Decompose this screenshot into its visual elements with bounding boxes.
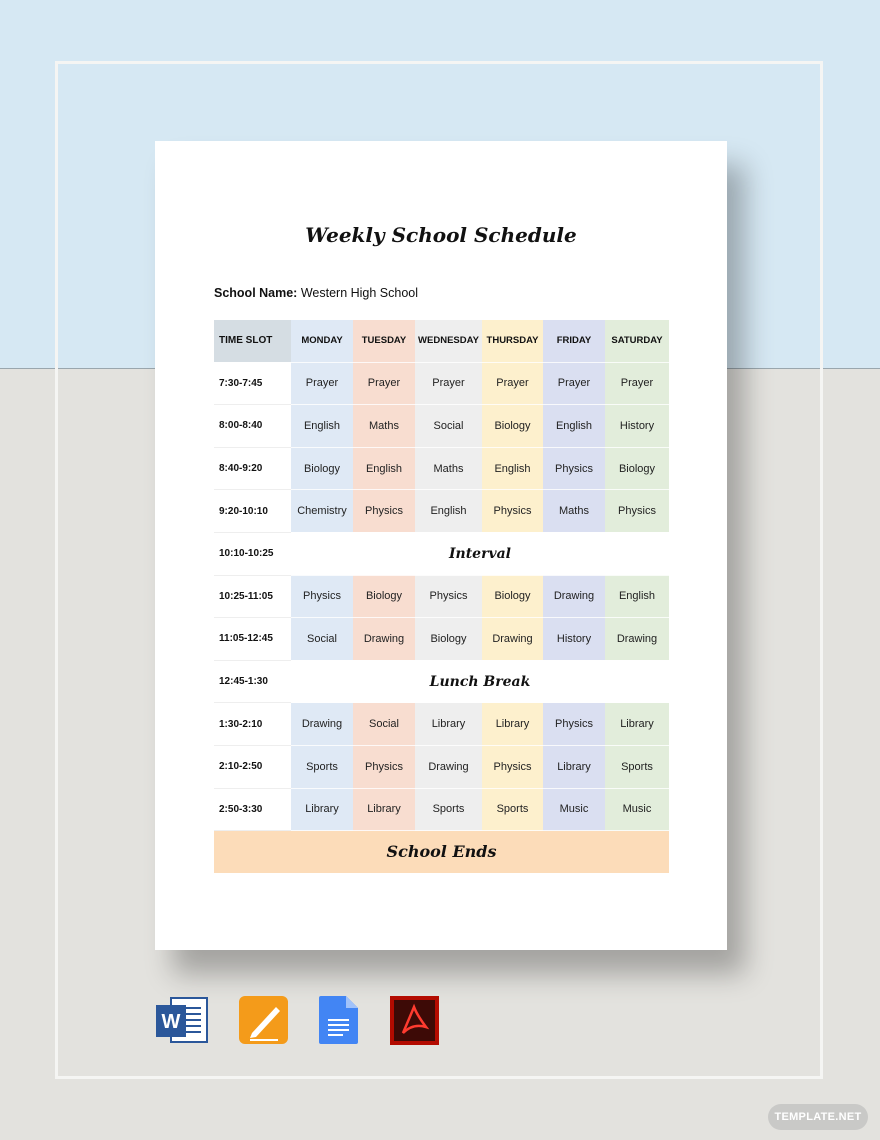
subject-cell: Music (605, 788, 669, 831)
school-name-line (214, 286, 418, 300)
subject-cell: Sports (291, 745, 353, 788)
subject-cell: Sports (415, 788, 482, 831)
school-ends-row (214, 831, 669, 874)
document-page (155, 141, 727, 950)
header-wednesday: WEDNESDAY (415, 320, 482, 362)
subject-cell: Physics (415, 575, 482, 618)
subject-cell: Music (543, 788, 605, 831)
time-slot-cell: 10:25-11:05 (214, 575, 291, 618)
time-slot-cell: 12:45-1:30 (214, 660, 291, 703)
subject-cell: Drawing (353, 618, 415, 661)
schedule-table (214, 320, 669, 874)
subject-cell: Biology (291, 447, 353, 490)
subject-cell: Social (291, 618, 353, 661)
word-icon[interactable] (155, 995, 207, 1045)
break-row (214, 532, 669, 575)
schedule-row (214, 788, 669, 831)
pages-icon[interactable] (238, 995, 290, 1045)
subject-cell: Biology (353, 575, 415, 618)
schedule-row (214, 575, 669, 618)
header-thursday: THURSDAY (482, 320, 543, 362)
school-name-value: Western High School (300, 286, 419, 300)
subject-cell: Physics (353, 745, 415, 788)
schedule-row (214, 405, 669, 448)
watermark: TEMPLATE.NET (768, 1104, 868, 1130)
break-label: Interval (291, 532, 669, 575)
subject-cell: Library (291, 788, 353, 831)
subject-cell: Drawing (415, 745, 482, 788)
subject-cell: Physics (353, 490, 415, 533)
time-slot-cell: 2:10-2:50 (214, 745, 291, 788)
subject-cell: History (543, 618, 605, 661)
subject-cell: Social (353, 703, 415, 746)
subject-cell: Maths (415, 447, 482, 490)
time-slot-cell: 8:00-8:40 (214, 405, 291, 448)
time-slot-cell: 7:30-7:45 (214, 362, 291, 405)
schedule-row (214, 618, 669, 661)
subject-cell: English (415, 490, 482, 533)
subject-cell: English (482, 447, 543, 490)
subject-cell: Biology (482, 575, 543, 618)
header-row (214, 320, 669, 362)
subject-cell: Sports (482, 788, 543, 831)
subject-cell: Biology (482, 405, 543, 448)
subject-cell: Physics (482, 490, 543, 533)
schedule-row (214, 490, 669, 533)
break-label: Lunch Break (291, 660, 669, 703)
subject-cell: Library (605, 703, 669, 746)
schedule-row (214, 447, 669, 490)
time-slot-cell: 11:05-12:45 (214, 618, 291, 661)
break-row (214, 660, 669, 703)
time-slot-cell: 1:30-2:10 (214, 703, 291, 746)
subject-cell: Drawing (482, 618, 543, 661)
pdf-icon[interactable] (389, 995, 441, 1045)
subject-cell: Library (482, 703, 543, 746)
subject-cell: Library (415, 703, 482, 746)
subject-cell: Physics (482, 745, 543, 788)
subject-cell: Sports (605, 745, 669, 788)
google-docs-icon[interactable] (318, 995, 370, 1045)
subject-cell: Prayer (605, 362, 669, 405)
subject-cell: Physics (543, 703, 605, 746)
school-name-label: School Name: (214, 286, 298, 300)
time-slot-cell: 9:20-10:10 (214, 490, 291, 533)
time-slot-cell: 2:50-3:30 (214, 788, 291, 831)
subject-cell: Drawing (291, 703, 353, 746)
subject-cell: Prayer (543, 362, 605, 405)
subject-cell: Physics (605, 490, 669, 533)
subject-cell: Biology (605, 447, 669, 490)
subject-cell: Biology (415, 618, 482, 661)
subject-cell: English (543, 405, 605, 448)
subject-cell: Prayer (291, 362, 353, 405)
subject-cell: Prayer (482, 362, 543, 405)
subject-cell: Physics (291, 575, 353, 618)
subject-cell: Maths (543, 490, 605, 533)
header-friday: FRIDAY (543, 320, 605, 362)
header-saturday: SATURDAY (605, 320, 669, 362)
subject-cell: History (605, 405, 669, 448)
time-slot-cell: 8:40-9:20 (214, 447, 291, 490)
header-time-slot: TIME SLOT (214, 320, 291, 362)
schedule-row (214, 745, 669, 788)
schedule-row (214, 703, 669, 746)
subject-cell: Drawing (605, 618, 669, 661)
subject-cell: Drawing (543, 575, 605, 618)
header-tuesday: TUESDAY (353, 320, 415, 362)
subject-cell: Maths (353, 405, 415, 448)
subject-cell: Chemistry (291, 490, 353, 533)
subject-cell: Library (353, 788, 415, 831)
school-ends-label: School Ends (214, 831, 669, 874)
svg-text:W: W (161, 1011, 181, 1033)
time-slot-cell: 10:10-10:25 (214, 532, 291, 575)
subject-cell: English (353, 447, 415, 490)
subject-cell: English (605, 575, 669, 618)
subject-cell: Prayer (353, 362, 415, 405)
subject-cell: Library (543, 745, 605, 788)
document-title: Weekly School Schedule (305, 223, 577, 247)
schedule-row (214, 362, 669, 405)
subject-cell: English (291, 405, 353, 448)
subject-cell: Prayer (415, 362, 482, 405)
header-monday: MONDAY (291, 320, 353, 362)
subject-cell: Social (415, 405, 482, 448)
subject-cell: Physics (543, 447, 605, 490)
